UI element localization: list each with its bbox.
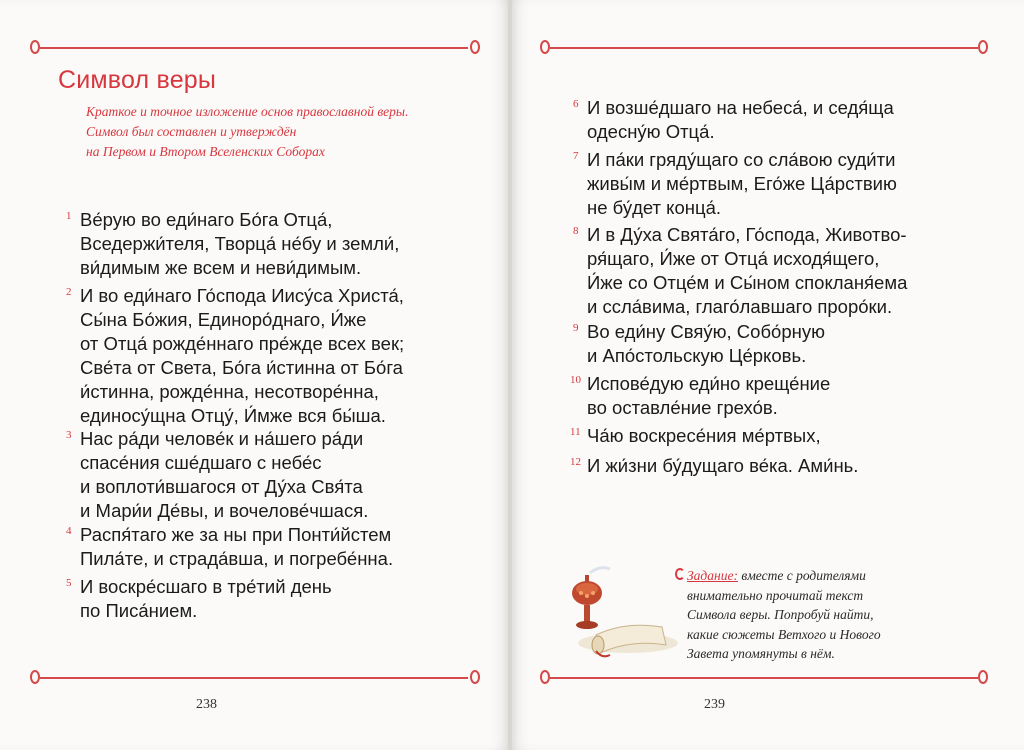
verse-1 bbox=[66, 208, 400, 280]
verse-line: И́же со Отце́м и Сы́ном спокланя́ема bbox=[587, 272, 908, 293]
verse-line: единосу́щна Отцу́, И́мже вся бы́ша. bbox=[80, 405, 386, 426]
task-line: Завета упомянуты в нём. bbox=[687, 646, 835, 661]
verse-3 bbox=[66, 427, 369, 523]
verse-number: 1 bbox=[66, 210, 72, 222]
verse-line: и Апо́стольскую Це́рковь. bbox=[587, 345, 807, 366]
task-bullet-icon bbox=[675, 568, 685, 580]
verse-line: Вседержи́теля, Творца́ не́бу и земли́, bbox=[80, 233, 400, 254]
verse-line: по Писа́нием. bbox=[80, 600, 198, 621]
verse-line: от Отца́ рожде́ннаго пре́жде всех век; bbox=[80, 333, 405, 354]
page-number: 239 bbox=[704, 697, 725, 712]
task-label: Задание: bbox=[687, 568, 738, 583]
ornament-curl-icon bbox=[30, 40, 40, 54]
verse-line: Испове́дую еди́но креще́ние bbox=[587, 373, 831, 394]
verse-number: 10 bbox=[570, 374, 581, 386]
verse-9 bbox=[573, 320, 825, 368]
top-ornament-rule bbox=[550, 47, 978, 49]
ornament-curl-icon bbox=[540, 40, 550, 54]
verse-number: 11 bbox=[570, 426, 581, 438]
bottom-ornament-rule bbox=[40, 677, 468, 679]
top-ornament-rule bbox=[40, 47, 468, 49]
verse-line: Сы́на Бо́жия, Единоро́днаго, И́же bbox=[80, 309, 367, 330]
verse-line: Распя́таго же за ны при Понти́йстем bbox=[80, 524, 392, 545]
verse-line: во оставле́ние грехо́в. bbox=[587, 397, 778, 418]
verse-line: и воплоти́вшагося от Ду́ха Свя́та bbox=[80, 476, 363, 497]
verse-line: И па́ки гряду́щаго со сла́вою суди́ти bbox=[587, 149, 896, 170]
verse-number: 8 bbox=[573, 225, 579, 237]
verse-number: 12 bbox=[570, 456, 581, 468]
verse-number: 4 bbox=[66, 525, 72, 537]
verse-line: Ве́рую во еди́наго Бо́га Отца́, bbox=[80, 209, 333, 230]
verse-number: 5 bbox=[66, 577, 72, 589]
verse-line: не бу́дет конца́. bbox=[587, 197, 721, 218]
verse-line: одесну́ю Отца́. bbox=[587, 121, 715, 142]
subtitle-line: на Первом и Втором Вселенских Соборах bbox=[86, 144, 325, 159]
verse-2 bbox=[66, 284, 405, 428]
verse-line: и́стинна, рожде́нна, несотворе́нна, bbox=[80, 381, 379, 402]
page-number: 238 bbox=[196, 697, 217, 712]
ornament-curl-icon bbox=[30, 670, 40, 684]
subtitle-line: Символ был составлен и утверждён bbox=[86, 124, 297, 139]
ornament-curl-icon bbox=[470, 40, 480, 54]
page-subtitle bbox=[86, 102, 466, 162]
verse-12 bbox=[570, 454, 859, 478]
verse-line: живы́м и ме́ртвым, Его́же Ца́рствию bbox=[587, 173, 897, 194]
verse-number: 6 bbox=[573, 98, 579, 110]
verse-line: Пила́те, и страда́вша, и погребе́нна. bbox=[80, 548, 394, 569]
verse-6 bbox=[573, 96, 894, 144]
ornament-curl-icon bbox=[978, 670, 988, 684]
verse-line: Во еди́ну Свяу́ю, Собо́рную bbox=[587, 321, 825, 342]
verse-line: И возше́дшаго на небеса́, и седя́ща bbox=[587, 97, 894, 118]
verse-7 bbox=[573, 148, 897, 220]
verse-line: И в Ду́ха Свята́го, Го́спода, Животво- bbox=[587, 224, 907, 245]
verse-line: И во еди́наго Го́спода Иису́са Христа́, bbox=[80, 285, 404, 306]
verse-11 bbox=[570, 424, 821, 448]
task-box bbox=[687, 566, 937, 664]
verse-number: 2 bbox=[66, 286, 72, 298]
verse-line: И воскре́сшаго в тре́тий день bbox=[80, 576, 332, 597]
verse-line: Све́та от Света, Бо́га и́стинна от Бо́га bbox=[80, 357, 403, 378]
verse-line: И жи́зни бу́дущаго ве́ка. Ами́нь. bbox=[587, 455, 859, 476]
verse-line: ви́димым же всем и неви́димым. bbox=[80, 257, 362, 278]
bottom-ornament-rule bbox=[550, 677, 978, 679]
subtitle-line: Краткое и точное изложение основ православной веры. bbox=[86, 104, 409, 119]
verse-line: ря́щаго, И́же от Отца́ исходя́щего, bbox=[587, 248, 880, 269]
censer-and-scroll-illustration bbox=[566, 563, 678, 668]
task-line: какие сюжеты Ветхого и Нового bbox=[687, 626, 881, 642]
ornament-curl-icon bbox=[978, 40, 988, 54]
ornament-curl-icon bbox=[470, 670, 480, 684]
verse-8 bbox=[573, 223, 908, 319]
verse-line: Нас ра́ди челове́к и на́шего ра́ди bbox=[80, 428, 364, 449]
verse-number: 9 bbox=[573, 322, 579, 334]
verse-5 bbox=[66, 575, 332, 623]
verse-4 bbox=[66, 523, 394, 571]
ornament-curl-icon bbox=[540, 670, 550, 684]
task-line: внимательно прочитай текст bbox=[687, 587, 864, 603]
verse-line: Ча́ю воскресе́ния ме́ртвых, bbox=[587, 425, 821, 446]
task-line: Символа веры. Попробуй найти, bbox=[687, 607, 874, 622]
verse-number: 3 bbox=[66, 429, 72, 441]
verse-10 bbox=[570, 372, 831, 420]
verse-line: и ссла́вима, глаго́лавшаго проро́ки. bbox=[587, 296, 893, 317]
page-title: Символ веры bbox=[58, 66, 217, 94]
verse-number: 7 bbox=[573, 150, 579, 162]
verse-line: спасе́ния сше́дшаго с небе́с bbox=[80, 452, 322, 473]
verse-line: и Мари́и Де́вы, и вочелове́чшася. bbox=[80, 500, 369, 521]
task-line: вместе с родителями bbox=[741, 568, 866, 583]
